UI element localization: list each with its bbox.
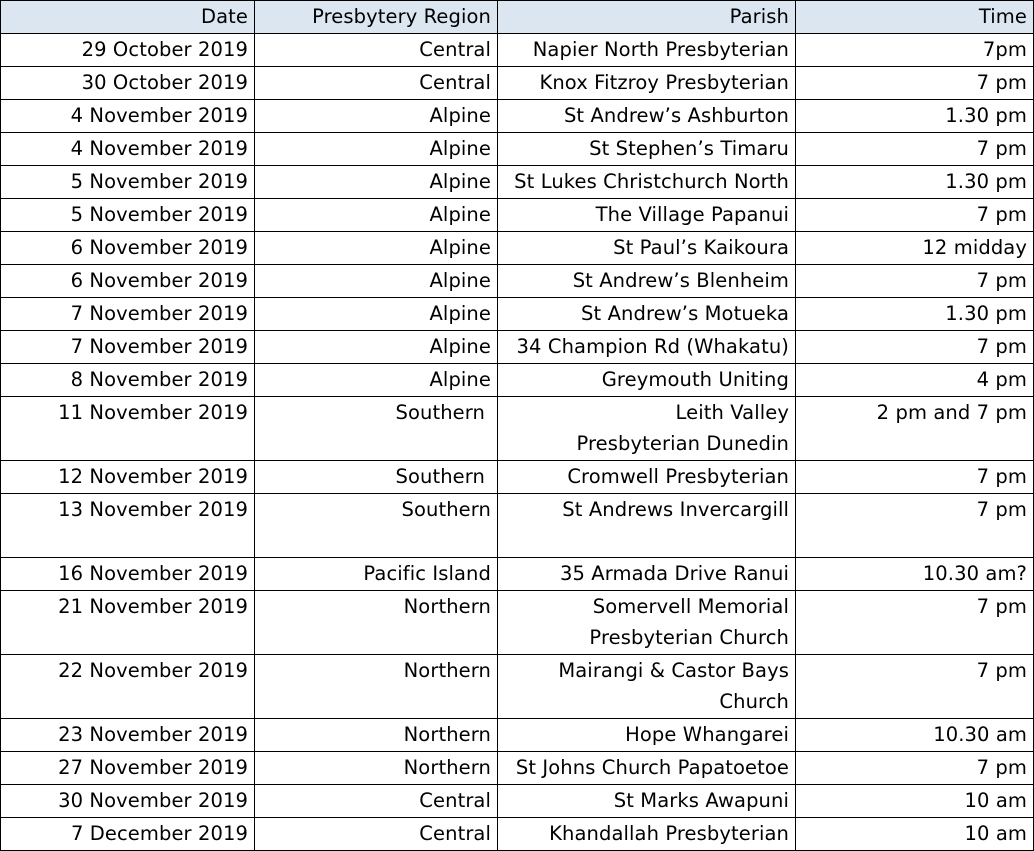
date-cell[interactable]: 13 November 2019 — [1, 494, 255, 558]
parish-line: Presbyterian Church — [589, 626, 789, 649]
date-cell[interactable]: 29 October 2019 — [1, 34, 255, 67]
date-cell[interactable]: 6 November 2019 — [1, 265, 255, 298]
date-cell[interactable]: 30 October 2019 — [1, 67, 255, 100]
parish-line: Church — [719, 690, 789, 713]
region-cell[interactable]: Alpine — [255, 265, 498, 298]
table-row — [1, 100, 1034, 133]
time-cell[interactable]: 7 pm — [796, 752, 1034, 785]
region-cell[interactable]: Southern — [255, 494, 498, 558]
time-cell[interactable]: 2 pm and 7 pm — [796, 397, 1034, 461]
region-cell[interactable]: Northern — [255, 752, 498, 785]
time-cell[interactable]: 7 pm — [796, 655, 1034, 719]
parish-cell[interactable]: 35 Armada Drive Ranui — [498, 558, 796, 591]
time-cell[interactable]: 10.30 am — [796, 719, 1034, 752]
date-cell[interactable]: 22 November 2019 — [1, 655, 255, 719]
table-row — [1, 232, 1034, 265]
region-cell[interactable]: Central — [255, 818, 498, 851]
date-cell[interactable]: 21 November 2019 — [1, 591, 255, 655]
parish-cell[interactable]: St Johns Church Papatoetoe — [498, 752, 796, 785]
header-time[interactable]: Time — [796, 1, 1034, 34]
parish-cell[interactable]: St Andrew’s Blenheim — [498, 265, 796, 298]
parish-cell[interactable] — [498, 591, 796, 655]
parish-cell[interactable]: 34 Champion Rd (Whakatu) — [498, 331, 796, 364]
date-cell[interactable]: 23 November 2019 — [1, 719, 255, 752]
parish-cell[interactable]: St Andrew’s Ashburton — [498, 100, 796, 133]
date-cell[interactable]: 4 November 2019 — [1, 133, 255, 166]
parish-line: Somervell Memorial — [592, 595, 789, 618]
header-row — [1, 1, 1034, 34]
time-cell[interactable]: 4 pm — [796, 364, 1034, 397]
parish-line: Mairangi & Castor Bays — [558, 659, 789, 682]
date-cell[interactable]: 6 November 2019 — [1, 232, 255, 265]
region-cell[interactable]: Alpine — [255, 298, 498, 331]
table-row — [1, 818, 1034, 851]
time-cell[interactable]: 7 pm — [796, 331, 1034, 364]
table-row — [1, 133, 1034, 166]
parish-cell[interactable]: St Marks Awapuni — [498, 785, 796, 818]
parish-cell[interactable]: St Andrew’s Motueka — [498, 298, 796, 331]
parish-cell[interactable]: Napier North Presbyterian — [498, 34, 796, 67]
region-cell[interactable]: Pacific Island — [255, 558, 498, 591]
region-cell[interactable]: Alpine — [255, 100, 498, 133]
parish-cell[interactable]: Khandallah Presbyterian — [498, 818, 796, 851]
parish-cell[interactable] — [498, 655, 796, 719]
header-region[interactable]: Presbytery Region — [255, 1, 498, 34]
region-cell[interactable]: Northern — [255, 655, 498, 719]
time-cell[interactable]: 7 pm — [796, 461, 1034, 494]
date-cell[interactable]: 12 November 2019 — [1, 461, 255, 494]
table-row — [1, 166, 1034, 199]
table-row — [1, 655, 1034, 719]
parish-cell[interactable]: Cromwell Presbyterian — [498, 461, 796, 494]
region-cell[interactable]: Alpine — [255, 166, 498, 199]
table-row — [1, 397, 1034, 461]
table-row — [1, 591, 1034, 655]
table-row — [1, 494, 1034, 558]
region-cell[interactable]: Alpine — [255, 133, 498, 166]
table-row — [1, 298, 1034, 331]
region-cell[interactable]: Alpine — [255, 331, 498, 364]
parish-cell[interactable]: St Stephen’s Timaru — [498, 133, 796, 166]
date-cell[interactable]: 7 December 2019 — [1, 818, 255, 851]
table-row — [1, 331, 1034, 364]
time-cell[interactable]: 10 am — [796, 818, 1034, 851]
region-cell[interactable]: Northern — [255, 719, 498, 752]
table-row — [1, 752, 1034, 785]
header-parish[interactable]: Parish — [498, 1, 796, 34]
date-cell[interactable]: 5 November 2019 — [1, 166, 255, 199]
parish-cell[interactable]: Greymouth Uniting — [498, 364, 796, 397]
table-row — [1, 719, 1034, 752]
date-cell[interactable]: 8 November 2019 — [1, 364, 255, 397]
time-cell[interactable]: 1.30 pm — [796, 100, 1034, 133]
table-row — [1, 364, 1034, 397]
time-cell[interactable]: 7 pm — [796, 67, 1034, 100]
table-row — [1, 558, 1034, 591]
date-cell[interactable]: 5 November 2019 — [1, 199, 255, 232]
parish-cell[interactable]: The Village Papanui — [498, 199, 796, 232]
region-cell[interactable]: Alpine — [255, 364, 498, 397]
time-cell[interactable]: 7 pm — [796, 591, 1034, 655]
region-cell[interactable]: Central — [255, 67, 498, 100]
time-cell[interactable]: 12 midday — [796, 232, 1034, 265]
table-row — [1, 461, 1034, 494]
region-cell[interactable]: Central — [255, 785, 498, 818]
date-cell[interactable]: 4 November 2019 — [1, 100, 255, 133]
time-cell[interactable]: 10 am — [796, 785, 1034, 818]
table-row — [1, 34, 1034, 67]
date-cell[interactable]: 11 November 2019 — [1, 397, 255, 461]
parish-cell[interactable]: Hope Whangarei — [498, 719, 796, 752]
date-cell[interactable]: 16 November 2019 — [1, 558, 255, 591]
date-cell[interactable]: 30 November 2019 — [1, 785, 255, 818]
region-cell[interactable]: Central — [255, 34, 498, 67]
time-cell[interactable]: 7 pm — [796, 199, 1034, 232]
region-cell[interactable]: Alpine — [255, 199, 498, 232]
region-cell[interactable]: Southern — [255, 397, 498, 461]
region-cell[interactable]: Northern — [255, 591, 498, 655]
table-row — [1, 785, 1034, 818]
date-cell[interactable]: 7 November 2019 — [1, 298, 255, 331]
date-cell[interactable]: 7 November 2019 — [1, 331, 255, 364]
region-cell[interactable]: Alpine — [255, 232, 498, 265]
time-cell[interactable]: 10.30 am? — [796, 558, 1034, 591]
parish-line: Presbyterian Dunedin — [576, 432, 789, 455]
time-cell[interactable]: 7 pm — [796, 494, 1034, 558]
region-cell[interactable]: Southern — [255, 461, 498, 494]
table-row — [1, 67, 1034, 100]
parish-cell[interactable]: Knox Fitzroy Presbyterian — [498, 67, 796, 100]
date-cell[interactable]: 27 November 2019 — [1, 752, 255, 785]
parish-line: Leith Valley — [675, 401, 789, 424]
parish-cell[interactable]: St Paul’s Kaikoura — [498, 232, 796, 265]
parish-cell[interactable] — [498, 397, 796, 461]
time-cell[interactable]: 1.30 pm — [796, 166, 1034, 199]
time-cell[interactable]: 7pm — [796, 34, 1034, 67]
header-date[interactable]: Date — [1, 1, 255, 34]
time-cell[interactable]: 7 pm — [796, 265, 1034, 298]
time-cell[interactable]: 7 pm — [796, 133, 1034, 166]
parish-cell[interactable]: St Lukes Christchurch North — [498, 166, 796, 199]
parish-cell[interactable]: St Andrews Invercargill — [498, 494, 796, 558]
time-cell[interactable]: 1.30 pm — [796, 298, 1034, 331]
table-row — [1, 265, 1034, 298]
table-row — [1, 199, 1034, 232]
